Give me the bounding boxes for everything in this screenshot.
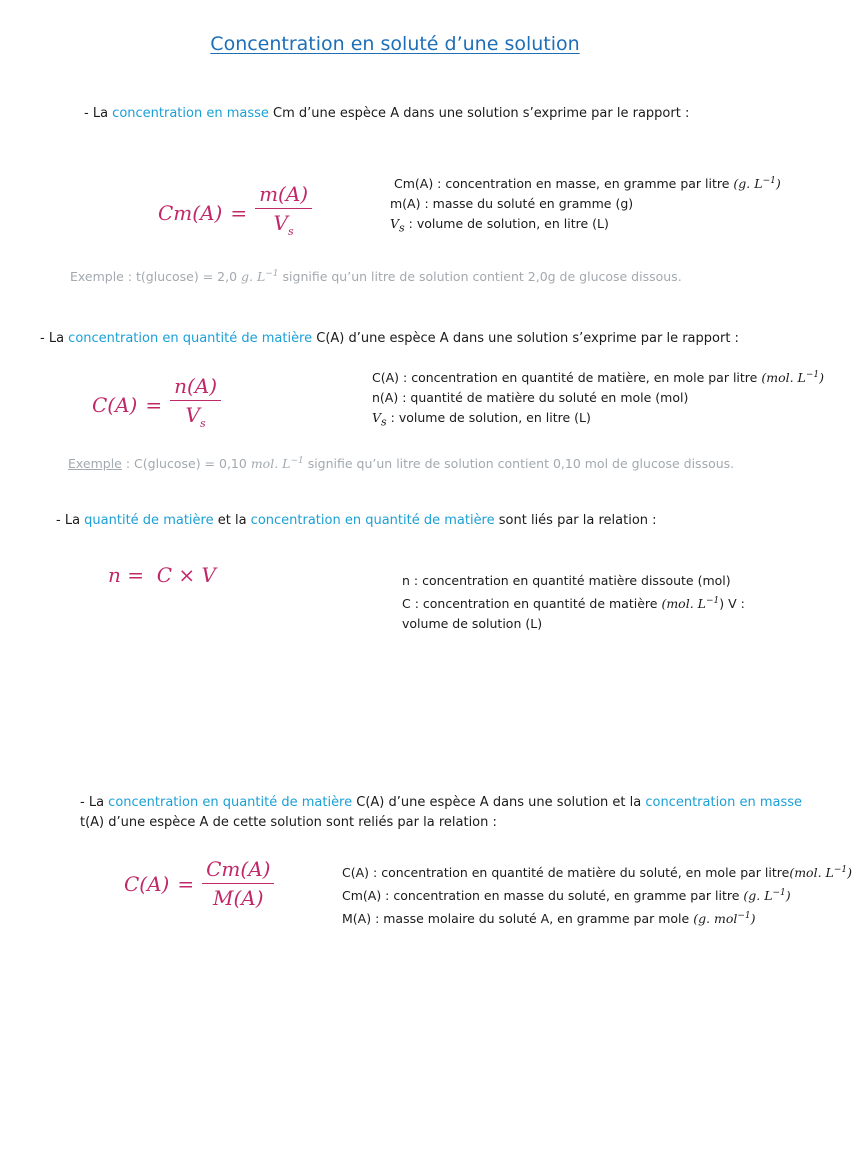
quantity-formula: n = C × V [108,563,216,587]
molar-concentration-example: Exemple : C(glucose) = 0,10 mol. $L^{-1}$ signifie qu’un litre de solution contient 0,10 mol de glucose dissous. [68,456,735,472]
page-title: Concentration en soluté d’une solution [210,33,580,55]
mass-molar-relation-legend: C(A) : concentration en quantité de matière du soluté, en mole par litre(mol. $L^{-1}$) Cm(A) : concentration en masse du soluté, en gramme par litre (g. $L^{-1}$) M(A) : masse molaire du soluté A, en gramme par mole (g. mol$^{-1}$) [342,865,852,927]
section2-intro: - La concentration en quantité de matière C(A) d’une espèce A dans une solution s’exprime par le rapport : [40,331,739,346]
mass-concentration-formula: Cm(A) = $\frac{m(A)}{V_s}$ [158,182,312,244]
molar-concentration-legend: C(A) : concentration en quantité de matière, en mole par litre (mol. $L^{-1}$) n(A) : quantité de matière du soluté en mole (mol) $V_s$ : volume de solution, en litre (L) [372,370,825,429]
mass-concentration-example: Exemple : t(glucose) = 2,0 g. $L^{-1}$ signifie qu’un litre de solution contient 2,0g de glucose dissous. [70,269,682,285]
section3-intro: - La quantité de matière et la concentration en quantité de matière sont liés par la relation : [56,513,657,528]
mass-concentration-legend: Cm(A) : concentration en masse, en gramme par litre (g. $L^{-1}$) m(A) : masse du soluté en gramme (g) $V_s$ : volume de solution, en litre (L) [390,176,781,235]
mass-molar-relation-formula: C(A) = $\frac{Cm(A)}{M(A)}$ [124,857,274,910]
molar-concentration-formula: C(A) = $\frac{n(A)}{V_s}$ [92,374,221,436]
example-label: Exemple [68,456,122,472]
section1-intro: - La concentration en masse Cm d’une espèce A dans une solution s’exprime par le rapport : [84,106,690,121]
section4-intro: - La concentration en quantité de matière C(A) d’une espèce A dans une solution et la concentration en masse t(A) d’une espèce A de cette solution sont reliés par la relation : [80,795,803,830]
quantity-legend: n : concentration en quantité matière dissoute (mol) C : concentration en quantité de matière (mol. $L^{-1}$) V : volume de solution (L) [402,573,745,632]
